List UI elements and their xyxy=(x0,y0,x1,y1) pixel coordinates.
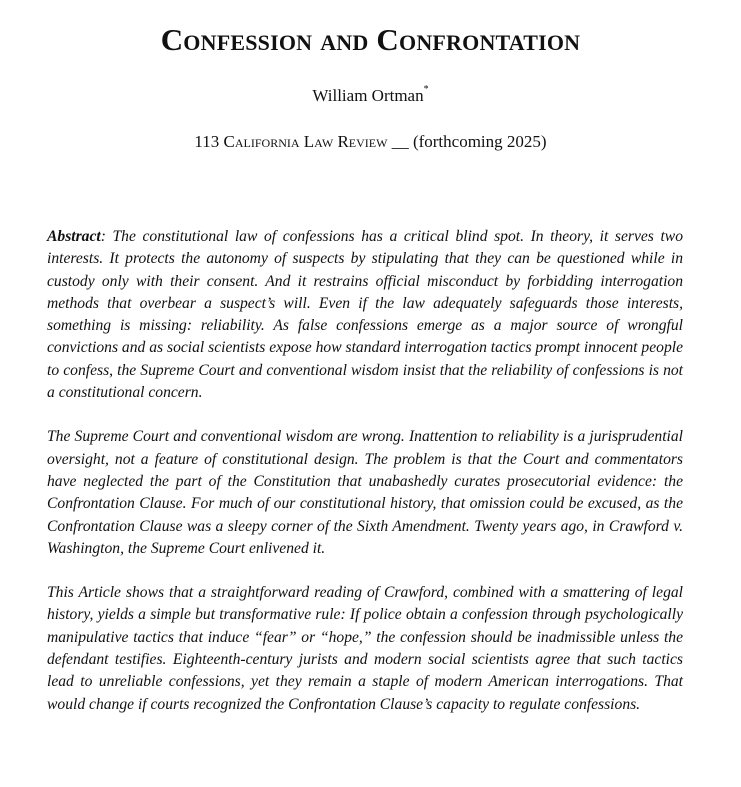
abstract-paragraph-1 xyxy=(47,226,683,404)
author-line xyxy=(0,86,741,106)
abstract-paragraph-text: The constitutional law of confessions has a critical blind spot. In theory, it serves two interests. It protects the autonomy of suspects by stipulating that they can be questioned while in custody only with their consent. And it restrains official misconduct by forbidding interrogation methods that overbear a suspect’s will. Even if the law adequately safeguards those interests, something is missing: reliability. As false confessions emerge as a major source of wrongful convictions and as social scientists expose how standard interrogation tactics prompt innocent people to confess, the Supreme Court and conventional wisdom insist that the reliability of confessions is not a constitutional concern. xyxy=(47,228,683,402)
abstract-label: Abstract xyxy=(47,228,101,245)
citation-status: __ (forthcoming 2025) xyxy=(391,132,547,151)
abstract xyxy=(47,226,683,738)
author-footnote-mark: * xyxy=(423,84,429,96)
citation-volume: 113 xyxy=(194,132,220,151)
paper-title: Confession and Confrontation xyxy=(160,22,581,57)
citation-line xyxy=(0,132,741,152)
abstract-paragraph-2: The Supreme Court and conventional wisdom are wrong. Inattention to reliability is a jurisprudential oversight, not a feature of constitutional design. The problem is that the Court and commentators have neglected the part of the Constitution that unabashedly curates prosecutorial evidence: the Confrontation Clause. For much of our constitutional history, that omission could be excused, as the Confrontation Clause was a sleepy corner of the Sixth Amendment. Twenty years ago, in Crawford v. Washington, the Supreme Court enlivened it. xyxy=(47,428,683,557)
abstract-paragraph-3: This Article shows that a straightforward reading of Crawford, combined with a smattering of legal history, yields a simple but transformative rule: If police obtain a confession through psychologically manipulative tactics that induce “fear” or “hope,” the confession should be inadmissible unless the defendant testifies. Eighteenth-century jurists and modern social scientists agree that such tactics lead to unreliable confessions, yet they remain a staple of modern American interrogations. That would change if courts recognized the Confrontation Clause’s capacity to regulate confessions. xyxy=(47,584,683,713)
citation-journal: California Law Review xyxy=(223,132,388,151)
author-name: William Ortman xyxy=(312,86,424,105)
abstract-label-separator: : xyxy=(100,228,106,245)
